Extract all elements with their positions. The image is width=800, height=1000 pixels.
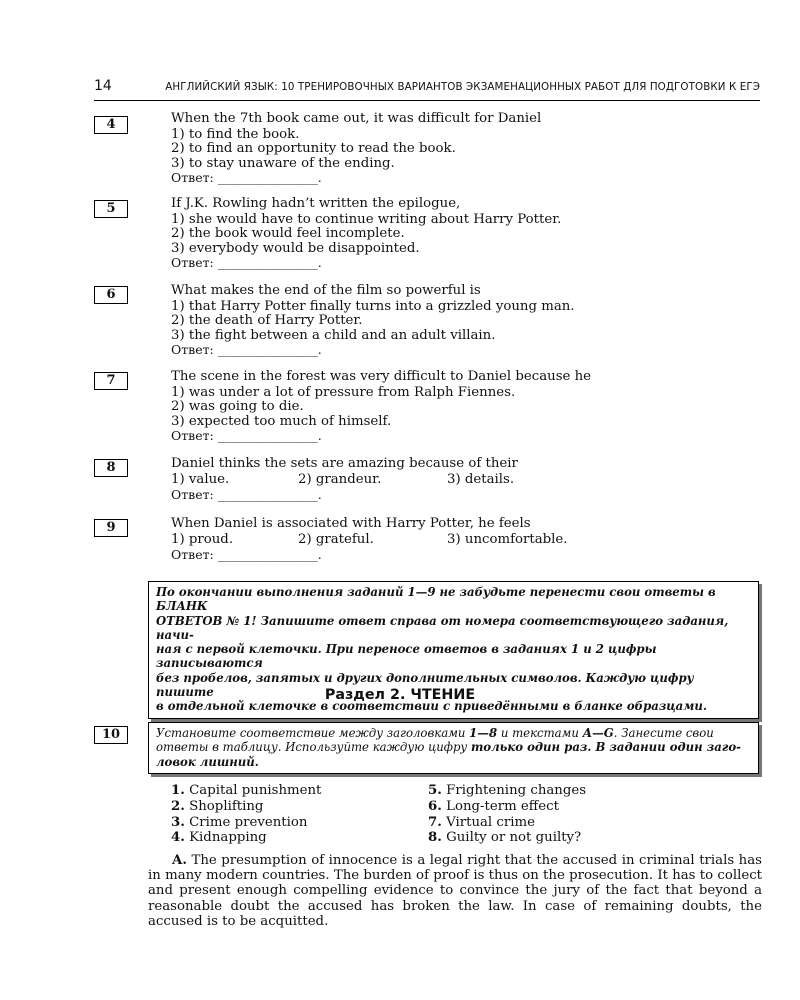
question-stem: The scene in the forest was very difficult to Daniel because he — [171, 369, 592, 384]
question-stem: Daniel thinks the sets are amazing because of their — [171, 456, 518, 471]
option: 2) to find an opportunity to read the book. — [171, 141, 456, 157]
page-header — [94, 78, 760, 101]
heading-item: 2. Shoplifting — [171, 798, 264, 814]
instruction-line: ная с первой клеточки. При переносе ответов в заданиях 1 и 2 цифры записываются — [156, 642, 657, 671]
option: 3) the fight between a child and an adult villain. — [171, 327, 496, 343]
answer-line[interactable]: Ответ: ________________. — [171, 169, 322, 185]
option: 3) expected too much of himself. — [171, 413, 392, 429]
task10-line: ответы в таблицу. Используйте каждую цифру только один раз. В задании один заго- — [156, 740, 742, 755]
headings-right-column — [428, 783, 586, 846]
question-8 — [171, 457, 761, 502]
headings-left-column — [171, 783, 321, 846]
question-7 — [171, 370, 761, 443]
answer-line[interactable]: Ответ: ________________. — [171, 487, 322, 503]
option: 1) value. — [171, 472, 230, 488]
option: 1) that Harry Potter finally turns into a grizzled young man. — [171, 299, 575, 315]
option: 3) to stay unaware of the ending. — [171, 155, 395, 171]
question-number-box: 5 — [94, 200, 128, 218]
question-4 — [171, 112, 761, 185]
question-6 — [171, 284, 761, 357]
option: 2) grateful. — [298, 532, 374, 548]
option: 1) was under a lot of pressure from Ralph Fiennes. — [171, 385, 516, 401]
question-stem: When the 7th book came out, it was difficult for Daniel — [171, 111, 542, 126]
task10-instruction — [148, 722, 759, 774]
option: 3) everybody would be disappointed. — [171, 240, 420, 256]
text-body: The presumption of innocence is a legal right that the accused in criminal trials has in many modern countries. The burden of proof is thus on the prosecution. It has to collect and present enough compelling evidence to convince the jury of the fact that beyond a reasonable doubt the accused has broken the law. In case of remaining doubts, the accused is to be acquitted. — [148, 853, 762, 929]
question-number-box: 9 — [94, 519, 128, 537]
text-a-paragraph — [148, 853, 762, 929]
answer-line[interactable]: Ответ: ________________. — [171, 547, 322, 563]
answer-line[interactable]: Ответ: ________________. — [171, 254, 322, 270]
heading-item: 4. Kidnapping — [171, 830, 267, 846]
option: 3) details. — [447, 472, 515, 488]
heading-item: 1. Capital punishment — [171, 783, 322, 798]
page-number: 14 — [94, 78, 112, 94]
instruction-line: По окончании выполнения заданий 1—9 не забудьте перенести свои ответы в БЛАНК — [156, 585, 716, 614]
section-title: Раздел 2. ЧТЕНИЕ — [324, 687, 476, 703]
heading-item: 3. Crime prevention — [171, 814, 308, 830]
option: 2) was going to die. — [171, 399, 304, 415]
heading-item: 5. Frightening changes — [428, 783, 587, 798]
question-5 — [171, 197, 761, 270]
option: 1) proud. — [171, 532, 234, 548]
question-number-box: 7 — [94, 372, 128, 390]
heading-item: 8. Guilty or not guilty? — [428, 830, 582, 846]
question-stem: What makes the end of the film so powerful is — [171, 283, 481, 298]
instruction-line: ОТВЕТОВ № 1! Запишите ответ справа от номера соответствующего задания, начи- — [156, 613, 729, 642]
running-title: АНГЛИЙСКИЙ ЯЗЫК: 10 ТРЕНИРОВОЧНЫХ ВАРИАНТОВ ЭКЗАМЕНАЦИОННЫХ РАБОТ ДЛЯ ПОДГОТОВКИ К ЕГЭ — [165, 81, 760, 93]
task10-line: ловок лишний. — [156, 754, 259, 769]
heading-item: 7. Virtual crime — [428, 814, 535, 830]
option: 2) the book would feel incomplete. — [171, 226, 405, 242]
instruction-line: в отдельной клеточке в соответствии с приведёнными в бланке образцами. — [156, 699, 707, 714]
question-stem: When Daniel is associated with Harry Potter, he feels — [171, 516, 531, 531]
answer-line[interactable]: Ответ: ________________. — [171, 427, 322, 443]
question-number-box: 6 — [94, 286, 128, 304]
task10-line: Установите соответствие между заголовками 1—8 и текстами А—G. Занесите свои — [156, 726, 714, 740]
instruction-line: без пробелов, запятых и других дополнительных символов. Каждую цифру пишите — [156, 670, 694, 700]
answer-line[interactable]: Ответ: ________________. — [171, 341, 322, 357]
option: 3) uncomfortable. — [447, 532, 568, 548]
option: 1) she would have to continue writing about Harry Potter. — [171, 212, 562, 228]
question-number-box: 10 — [94, 726, 128, 744]
options-row — [171, 533, 761, 548]
question-9 — [171, 517, 761, 562]
question-number-box: 4 — [94, 116, 128, 134]
option: 2) the death of Harry Potter. — [171, 313, 363, 329]
question-stem: If J.K. Rowling hadn’t written the epilogue, — [171, 196, 461, 211]
options-row — [171, 473, 761, 488]
option: 2) grandeur. — [298, 472, 382, 488]
option: 1) to find the book. — [171, 127, 300, 143]
question-number-box: 8 — [94, 459, 128, 477]
text-label: A. — [172, 853, 187, 868]
heading-item: 6. Long-term effect — [428, 798, 559, 814]
